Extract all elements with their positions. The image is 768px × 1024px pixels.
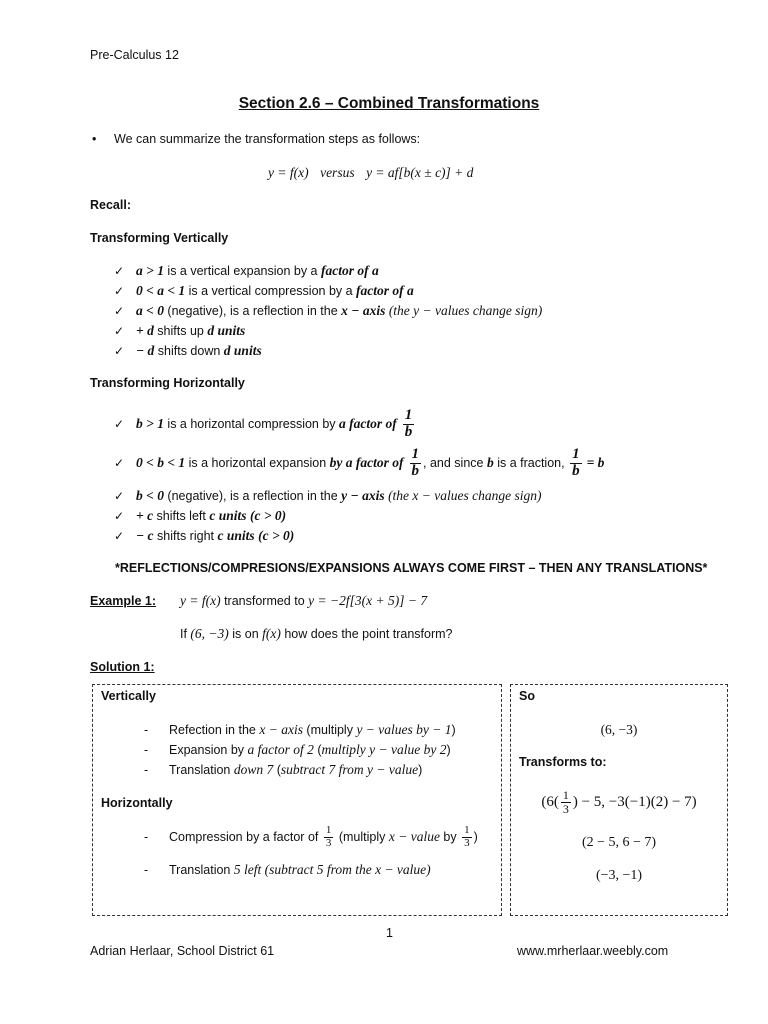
sv-text-2: ( [313, 743, 322, 757]
horizontal-heading: Transforming Horizontally [90, 376, 245, 390]
check-icon: ✓ [114, 456, 125, 471]
h2-var: b [486, 455, 494, 471]
calc-denominator: 3 [562, 801, 569, 816]
example-transformed: y = −2f[3(x + 5)] − 7 [308, 593, 428, 608]
h-note: (c > 0) [258, 528, 295, 543]
h-note: (c > 0) [249, 508, 287, 523]
general-formula [268, 165, 473, 181]
solution-v-item [144, 722, 456, 738]
vertical-item [114, 323, 245, 339]
h-text: shifts left [153, 509, 210, 523]
vertical-item [114, 263, 379, 279]
sv-text: Translation [169, 763, 234, 777]
example-1 [90, 593, 427, 609]
h-condition: − c [136, 528, 154, 543]
solution-h-item-2 [144, 862, 431, 878]
footer-site-link[interactable]: www.mrherlaar.weebly.com [517, 944, 669, 958]
horizontal-item [114, 488, 542, 504]
v-condition: + d [136, 323, 154, 338]
sv-math: down 7 [233, 762, 274, 777]
v-math: factor of a [356, 283, 414, 298]
check-icon: ✓ [114, 417, 125, 432]
check-icon: ✓ [114, 304, 125, 318]
sh1-math: x − value [388, 829, 440, 845]
vertical-item [114, 283, 414, 299]
h-math: c units [209, 508, 247, 523]
vertical-item [114, 343, 262, 359]
h-condition: + c [136, 508, 154, 523]
h1-condition: b > 1 [136, 416, 164, 432]
example-original: y = f(x) [180, 593, 221, 608]
h1-text: is a horizontal compression by [163, 417, 340, 432]
h2-text: is a horizontal expansion [185, 456, 330, 471]
sv-text-3: ) [446, 743, 451, 757]
original-point: (6, −3) [600, 722, 638, 737]
page-title: Section 2.6 – Combined Transformations [238, 95, 540, 112]
q-text-3: how does the point transform? [280, 627, 453, 641]
calc-result: (−3, −1) [595, 868, 643, 883]
vertical-item [114, 303, 542, 319]
h2-factor: by a factor of [329, 455, 404, 471]
q-text-1: If [180, 627, 191, 641]
sh2-math: 5 left (subtract 5 from the x − value) [233, 862, 431, 877]
v-text: shifts down [154, 344, 224, 358]
calc-numerator: 1 [562, 788, 569, 802]
v-math: x − axis [341, 303, 386, 318]
h-condition: b < 0 [136, 488, 164, 503]
intro-bullet [92, 132, 420, 146]
solution-vertical-heading: Vertically [101, 689, 156, 703]
v-math: d units [207, 323, 246, 338]
dash-bullet: - [144, 743, 149, 757]
q-function: f(x) [262, 626, 281, 641]
course-header: Pre-Calculus 12 [90, 48, 179, 62]
sv-math: a factor of 2 [247, 742, 314, 757]
h2-numerator: 1 [411, 446, 420, 462]
horizontal-item [114, 508, 286, 524]
solution-v-item [144, 762, 422, 778]
sv-math-2: subtract 7 from y − value [280, 762, 419, 777]
v-condition: − d [136, 343, 155, 358]
h1-denominator: b [404, 423, 413, 440]
v-note: (the y − values change sign) [388, 303, 543, 318]
h-text: shifts right [153, 529, 218, 543]
sh1-text-3: by [439, 830, 461, 845]
check-icon: ✓ [114, 489, 125, 503]
vertical-heading: Transforming Vertically [90, 231, 229, 245]
sv-text-3: ) [418, 763, 423, 777]
v-math: factor of a [320, 263, 379, 278]
solution-left-box [92, 684, 502, 916]
example-text: transformed to [220, 594, 309, 608]
h1-numerator: 1 [404, 407, 413, 423]
dash-bullet: - [144, 723, 149, 737]
horizontal-item [114, 528, 294, 544]
horizontal-item-1 [114, 408, 416, 441]
h-note: (the x − values change sign) [388, 488, 542, 503]
dash-bullet: - [144, 830, 149, 845]
check-icon: ✓ [114, 509, 125, 523]
v-condition: a > 1 [136, 263, 164, 278]
example-question [180, 626, 453, 642]
check-icon: ✓ [114, 344, 125, 358]
v-text: is a vertical compression by a [185, 284, 357, 298]
example-label: Example 1: [90, 594, 157, 608]
page-number: 1 [386, 926, 393, 940]
sv-math-2: multiply y − value by 2 [321, 742, 447, 757]
sh2-text: Translation [169, 863, 234, 877]
sh1-numerator: 1 [325, 824, 332, 836]
check-icon: ✓ [114, 264, 125, 278]
formula-versus: versus [320, 165, 355, 180]
h1-factor: a factor of [339, 416, 397, 432]
sv-text: Refection in the [169, 723, 260, 737]
order-note: *REFLECTIONS/COMPRESIONS/EXPANSIONS ALWAYS COME FIRST – THEN ANY TRANSLATIONS* [115, 561, 708, 575]
transforms-label: Transforms to: [519, 755, 607, 769]
v-condition: a < 0 [136, 303, 164, 318]
sh1-denominator: 3 [325, 836, 332, 849]
h2-fraction [410, 447, 422, 480]
footer-author: Adrian Herlaar, School District 61 [90, 944, 275, 958]
h2-denominator-2: b [572, 462, 580, 479]
solution-right-box [510, 684, 728, 916]
h2-fraction-2 [570, 447, 582, 480]
calc-part-a: (6( [541, 793, 559, 810]
sv-math: x − axis [259, 722, 303, 737]
so-label: So [519, 689, 535, 703]
sh1-text-4: ) [473, 830, 478, 845]
h-math: y − axis [341, 488, 385, 503]
h2-equals: = b [586, 455, 605, 471]
check-icon: ✓ [114, 529, 125, 543]
v-math: d units [223, 343, 262, 358]
sv-text-2: ( [273, 763, 281, 777]
sv-text-3: ) [451, 723, 456, 737]
bullet-icon: • [92, 132, 97, 146]
solution-label: Solution 1: [90, 660, 155, 674]
v-text: is a vertical expansion by a [163, 264, 321, 278]
sv-text-2: (multiply [302, 723, 357, 737]
sh1-numerator-2: 1 [464, 824, 470, 836]
formula-left: y = f(x) [268, 165, 309, 180]
solution-horizontal-heading: Horizontally [101, 796, 173, 810]
h2-numerator-2: 1 [572, 446, 580, 462]
h-math: c units [217, 528, 255, 543]
dash-bullet: - [144, 763, 149, 777]
h2-condition: 0 < b < 1 [136, 455, 186, 471]
recall-label: Recall: [90, 198, 131, 212]
check-icon: ✓ [114, 324, 125, 338]
dash-bullet: - [144, 863, 149, 877]
sh1-fraction [324, 825, 334, 849]
sh1-fraction-2 [462, 825, 472, 849]
calc-step-1 [511, 789, 727, 815]
calc-step-2: (2 − 5, 6 − 7) [581, 835, 657, 850]
h2-text-3: is a fraction, [493, 456, 569, 471]
sv-math-2: y − values by − 1 [356, 722, 452, 737]
q-point: (6, −3) [190, 626, 229, 641]
check-icon: ✓ [114, 284, 125, 298]
h1-fraction [403, 408, 415, 441]
v-text: shifts up [153, 324, 208, 338]
v-condition: 0 < a < 1 [136, 283, 186, 298]
solution-h-item-1 [144, 825, 478, 849]
sh1-text: Compression by a factor of [169, 830, 322, 845]
sh1-text-2: (multiply [335, 830, 389, 845]
intro-text: We can summarize the transformation steps as follows: [114, 132, 421, 146]
sh1-denominator-2: 3 [464, 836, 470, 849]
sv-text: Expansion by [169, 743, 248, 757]
q-text-2: is on [228, 627, 263, 641]
h-text: (negative), is a reflection in the [163, 489, 342, 503]
calc-part-b: ) − 5, −3(−1)(2) − 7) [572, 793, 697, 810]
formula-right: y = af[b(x ± c)] + d [366, 165, 474, 180]
h2-text-2: , and since [423, 456, 487, 471]
horizontal-item-2 [114, 447, 604, 480]
solution-v-item [144, 742, 451, 758]
v-text: (negative), is a reflection in the [163, 304, 342, 318]
calc-fraction [561, 789, 571, 815]
h2-denominator: b [411, 462, 420, 479]
